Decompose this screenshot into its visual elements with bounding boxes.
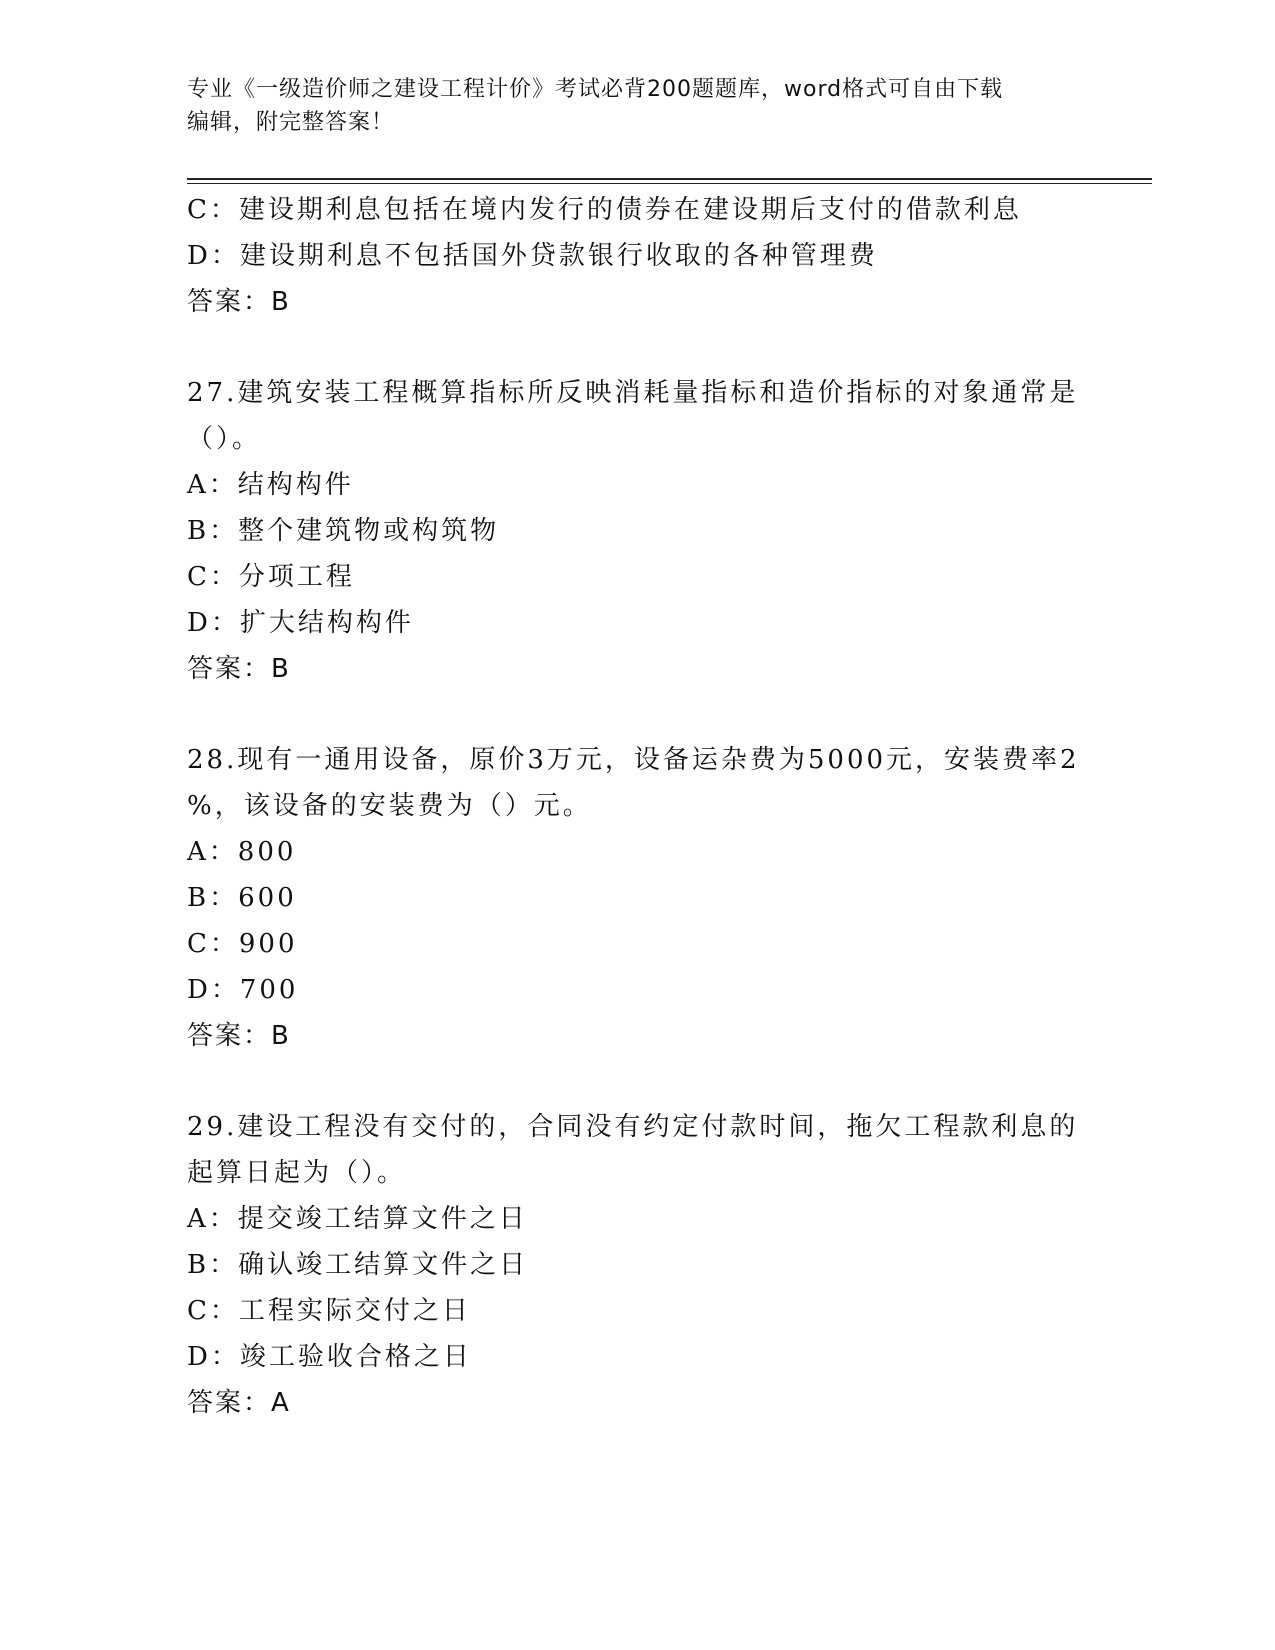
header-divider-thin [187,183,1152,184]
option-d: D：建设期利息不包括国外贷款银行收取的各种管理费 [187,241,878,271]
option-c: C：工程实际交付之日 [187,1296,471,1326]
spacer [187,325,1087,370]
question-text-line1: 29.建设工程没有交付的，合同没有约定付款时间，拖欠工程款利息的 [187,1112,1079,1142]
option-a: A：提交竣工结算文件之日 [187,1204,528,1234]
question-text-line2: %，该设备的安装费为（）元。 [187,791,592,821]
option-a: A：800 [187,837,297,867]
question-text-line1: 28.现有一通用设备，原价3万元，设备运杂费为5000元，安装费率2 [187,745,1080,775]
option-a: A：结构构件 [187,470,354,500]
question-block-27 [187,370,1087,692]
answer-line: 答案：A [187,1388,291,1418]
spacer [187,692,1087,737]
option-b: B：600 [187,883,297,913]
question-block-26 [187,187,1087,325]
question-content [187,187,1087,1426]
question-block-28 [187,737,1087,1059]
header-title-line2: 编辑，附完整答案！ [187,110,395,135]
answer-line: 答案：B [187,654,291,684]
header-divider-thick [187,178,1152,180]
question-text-line1: 27.建筑安装工程概算指标所反映消耗量指标和造价指标的对象通常是 [187,378,1079,408]
option-b: B：确认竣工结算文件之日 [187,1250,529,1280]
option-c: C：900 [187,929,298,959]
spacer [187,1059,1087,1104]
option-c: C：分项工程 [187,562,355,592]
question-text-line2: （）。 [187,424,262,454]
question-text-line2: 起算日起为（）。 [187,1158,407,1188]
option-b: B：整个建筑物或构筑物 [187,516,500,546]
question-block-29 [187,1104,1087,1426]
answer-line: 答案：B [187,1021,291,1051]
option-d: D：700 [187,975,299,1005]
option-d: D：竣工验收合格之日 [187,1342,472,1372]
header-title-line1: 专业《一级造价师之建设工程计价》考试必背200题题库，word格式可自由下载 [187,77,1004,102]
answer-line: 答案：B [187,287,291,317]
option-d: D：扩大结构构件 [187,608,414,638]
option-c: C：建设期利息包括在境内发行的债券在建设期后支付的借款利息 [187,195,1022,225]
page-header [187,73,1087,139]
